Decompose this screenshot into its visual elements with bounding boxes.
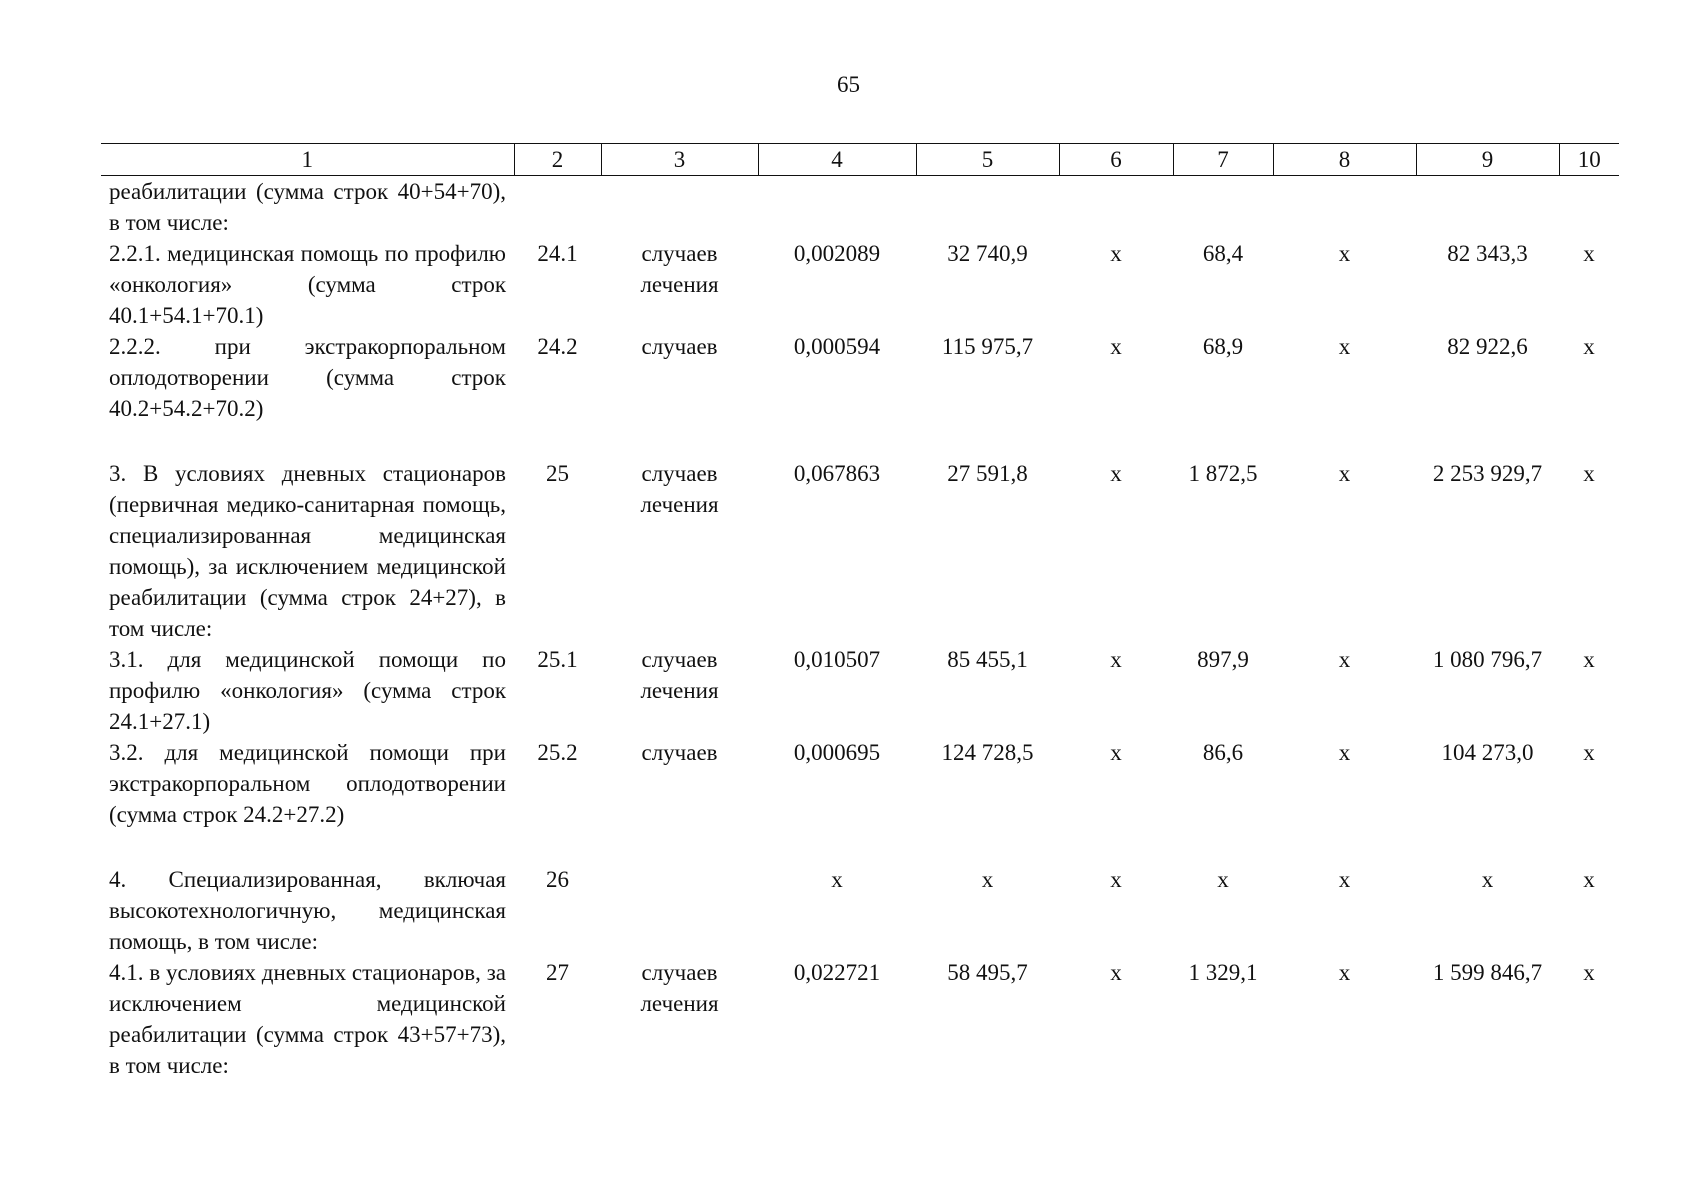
value-cell: 1 599 846,7 [1432, 960, 1543, 985]
header-row [101, 144, 1619, 176]
value-cell: х [1338, 461, 1351, 486]
row-number: 27 [546, 960, 569, 985]
row-description: 3.2. для медицинской помощи при экстракорпоральном оплодотворении (сумма строк 24.2+27.2) [109, 740, 506, 827]
table-row [101, 238, 1619, 331]
value-cell: 32 740,9 [947, 241, 1028, 266]
row-number: 24.1 [537, 241, 578, 266]
value-cell [1559, 176, 1619, 239]
value-cell: 68,4 [1202, 241, 1244, 266]
row-number: 25.1 [537, 647, 578, 672]
spacer-row [101, 424, 1619, 458]
row-description: 2.2.1. медицинская помощь по профилю «онкология» (сумма строк 40.1+54.1+70.1) [109, 241, 506, 328]
value-cell: 124 728,5 [941, 740, 1034, 765]
column-header: 7 [1173, 144, 1273, 176]
value-cell [1059, 176, 1173, 239]
value-cell: 2 253 929,7 [1432, 461, 1543, 486]
value-cell [758, 176, 916, 239]
table-header [101, 144, 1619, 176]
value-cell: х [1583, 740, 1595, 765]
table-row [101, 737, 1619, 830]
value-cell: х [1217, 867, 1229, 892]
value-cell: х [1338, 960, 1351, 985]
unit-cell: случаев лечения [640, 461, 719, 517]
value-cell: х [1583, 241, 1595, 266]
value-cell [1416, 176, 1559, 239]
row-description: 4.1. в условиях дневных стационаров, за исключением медицинской реабилитации (сумма строк 43+57+73), в том числе: [109, 960, 506, 1078]
value-cell: х [1110, 647, 1122, 672]
value-cell: х [1583, 461, 1595, 486]
column-header: 6 [1059, 144, 1173, 176]
value-cell: 85 455,1 [947, 647, 1028, 672]
value-cell: х [1338, 334, 1351, 359]
value-cell: 0,000695 [793, 740, 881, 765]
table-row [101, 644, 1619, 737]
table-row [101, 331, 1619, 424]
unit-cell: случаев [641, 334, 718, 359]
value-cell: х [1110, 867, 1122, 892]
table-row [101, 957, 1619, 1081]
page-number: 65 [837, 72, 860, 97]
row-number [514, 176, 601, 239]
row-number: 25 [546, 461, 569, 486]
value-cell: 0,000594 [793, 334, 881, 359]
row-number: 25.2 [537, 740, 578, 765]
value-cell: х [1583, 647, 1595, 672]
value-cell [916, 176, 1059, 239]
unit-cell [601, 864, 758, 957]
tariff-table [101, 143, 1619, 1081]
value-cell: 68,9 [1202, 334, 1244, 359]
table-row [101, 176, 1619, 239]
unit-cell: случаев лечения [640, 647, 719, 703]
table-row [101, 458, 1619, 644]
value-cell: 86,6 [1202, 740, 1244, 765]
value-cell: 82 922,6 [1447, 334, 1528, 359]
value-cell: 1 329,1 [1188, 960, 1258, 985]
value-cell: 0,010507 [793, 647, 881, 672]
value-cell: 1 080 796,7 [1432, 647, 1543, 672]
row-description: реабилитации (сумма строк 40+54+70), в том числе: [109, 179, 506, 235]
value-cell: х [1338, 867, 1351, 892]
value-cell: х [831, 867, 843, 892]
value-cell: х [1481, 867, 1494, 892]
row-description: 3. В условиях дневных стационаров (первичная медико-санитарная помощь, специализированная медицинская помощь), за исключением медицинской реабилитации (сумма строк 24+27), в том числе: [109, 461, 506, 641]
column-header: 1 [101, 144, 514, 176]
spacer-cell [101, 424, 1619, 458]
row-description: 2.2.2. при экстракорпоральном оплодотворении (сумма строк 40.2+54.2+70.2) [109, 334, 506, 421]
value-cell: 104 273,0 [1441, 740, 1534, 765]
value-cell: х [1110, 461, 1122, 486]
value-cell: 0,022721 [793, 960, 881, 985]
value-cell: 27 591,8 [947, 461, 1028, 486]
table-body [101, 176, 1619, 1082]
value-cell: х [1110, 241, 1122, 266]
value-cell: 0,067863 [793, 461, 881, 486]
value-cell: 82 343,3 [1447, 241, 1528, 266]
value-cell [1173, 176, 1273, 239]
spacer-cell [101, 830, 1619, 864]
row-number: 26 [546, 867, 569, 892]
row-number: 24.2 [537, 334, 578, 359]
column-header: 4 [758, 144, 916, 176]
value-cell: 58 495,7 [947, 960, 1028, 985]
column-header: 9 [1416, 144, 1559, 176]
value-cell: 115 975,7 [941, 334, 1034, 359]
row-description: 4. Специализированная, включая высокотехнологичную, медицинская помощь, в том числе: [109, 867, 506, 954]
value-cell: х [1338, 241, 1351, 266]
column-header: 5 [916, 144, 1059, 176]
value-cell: 0,002089 [793, 241, 881, 266]
value-cell: х [1583, 960, 1595, 985]
unit-cell: случаев [641, 740, 718, 765]
tariff-table-wrapper [101, 143, 1619, 1081]
value-cell: х [1110, 334, 1122, 359]
row-description: 3.1. для медицинской помощи по профилю «онкология» (сумма строк 24.1+27.1) [109, 647, 506, 734]
column-header: 8 [1273, 144, 1416, 176]
column-header: 3 [601, 144, 758, 176]
value-cell: х [1338, 647, 1351, 672]
value-cell: х [1338, 740, 1351, 765]
value-cell: х [1110, 960, 1122, 985]
spacer-row [101, 830, 1619, 864]
column-header: 10 [1559, 144, 1619, 176]
unit-cell [601, 176, 758, 239]
value-cell [1273, 176, 1416, 239]
unit-cell: случаев лечения [640, 960, 719, 1016]
table-row [101, 864, 1619, 957]
value-cell: 897,9 [1197, 647, 1249, 672]
value-cell: х [1583, 867, 1595, 892]
column-header: 2 [514, 144, 601, 176]
value-cell: х [1583, 334, 1595, 359]
unit-cell: случаев лечения [640, 241, 719, 297]
value-cell: х [1110, 740, 1122, 765]
value-cell: 1 872,5 [1188, 461, 1258, 486]
value-cell: х [981, 867, 994, 892]
